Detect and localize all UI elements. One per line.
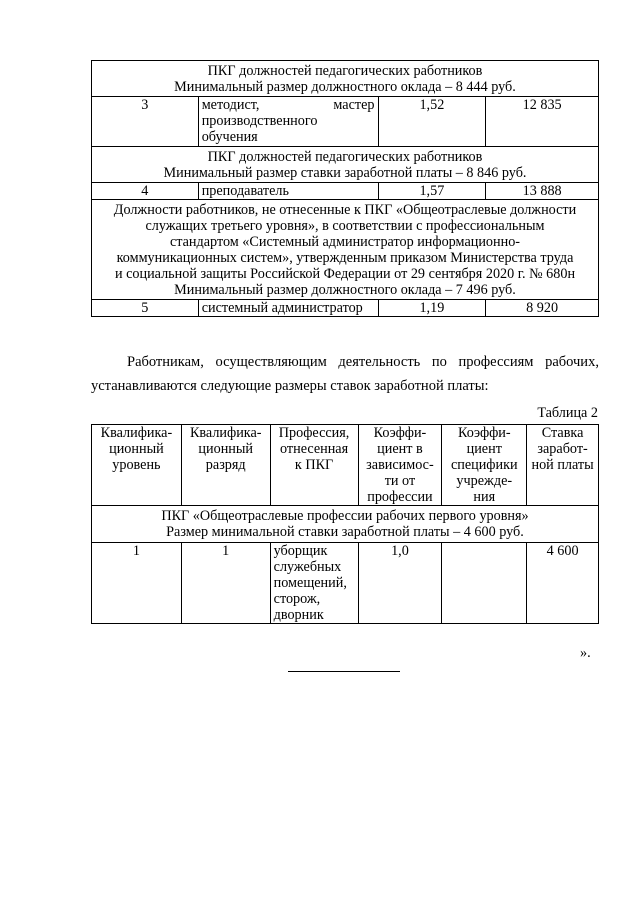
table-row — [92, 183, 599, 200]
section-title: ПКГ должностей педагогических работников — [207, 149, 483, 165]
table-section-header: Должности работников, не отнесенные к ПКГ «Общеотраслевые должности служащих третьего уровня», в соответствии с профессиональным стандартом «Системный администратор информационно- коммуникационных систем», утвержденным приказом Министерства труда и социальной защиты Российской Федерации от 29 сентября 2020 г. № 680н Минимальный размер должностного оклада – 7 496 руб. — [92, 200, 599, 300]
coefficient-cell: 1,52 — [378, 97, 486, 147]
specific-coefficient-cell — [442, 543, 527, 624]
position-cell: методист, мастер производственного обучения — [198, 97, 378, 147]
column-header: Квалифика- ционный уровень — [92, 425, 182, 506]
column-header: Коэффи- циент в зависимос- ти от профессии — [358, 425, 442, 506]
column-header: Коэффи- циент специфики учрежде- ния — [442, 425, 527, 506]
level-cell: 1 — [92, 543, 182, 624]
positions-table — [91, 60, 599, 317]
table-header-row — [92, 425, 599, 506]
table-row — [92, 543, 599, 624]
table-caption: Таблица 2 — [537, 405, 598, 421]
table-section-header — [92, 61, 599, 97]
salary-cell: 8 920 — [486, 300, 599, 317]
salary-cell: 12 835 — [486, 97, 599, 147]
section-min-salary: Минимальный размер должностного оклада – 8 444 руб. — [174, 79, 516, 95]
column-header: Квалифика- ционный разряд — [181, 425, 270, 506]
divider-line — [288, 671, 400, 672]
rate-cell: 4 600 — [527, 543, 599, 624]
coefficient-cell: 1,19 — [378, 300, 486, 317]
section-min-salary: Минимальный размер ставки заработной платы – 8 846 руб. — [163, 165, 527, 181]
level-cell: 5 — [92, 300, 199, 317]
closing-quote: ». — [580, 645, 591, 661]
table-section-header — [92, 506, 599, 543]
column-header: Профессия, отнесенная к ПКГ — [270, 425, 358, 506]
section-title: ПКГ должностей педагогических работников — [207, 63, 483, 79]
position-cell: системный администратор — [198, 300, 378, 317]
workers-rates-table — [91, 424, 599, 624]
table-row — [92, 300, 599, 317]
level-cell: 3 — [92, 97, 199, 147]
section-title: ПКГ «Общеотраслевые профессии рабочих первого уровня» — [161, 508, 529, 524]
salary-cell: 13 888 — [486, 183, 599, 200]
profession-cell: уборщик служебных помещений, сторож, дворник — [270, 543, 358, 624]
level-cell: 4 — [92, 183, 199, 200]
coefficient-cell: 1,57 — [378, 183, 486, 200]
table-section-header — [92, 147, 599, 183]
table-row — [92, 97, 599, 147]
coefficient-cell: 1,0 — [358, 543, 442, 624]
section-min-rate: Размер минимальной ставки заработной платы – 4 600 руб. — [166, 524, 524, 540]
position-cell: преподаватель — [198, 183, 378, 200]
body-paragraph: Работникам, осуществляющим деятельность по профессиям рабочих, устанавливаются следующие размеры ставок заработной платы: — [91, 354, 599, 394]
grade-cell: 1 — [181, 543, 270, 624]
column-header: Ставка заработ- ной платы — [527, 425, 599, 506]
